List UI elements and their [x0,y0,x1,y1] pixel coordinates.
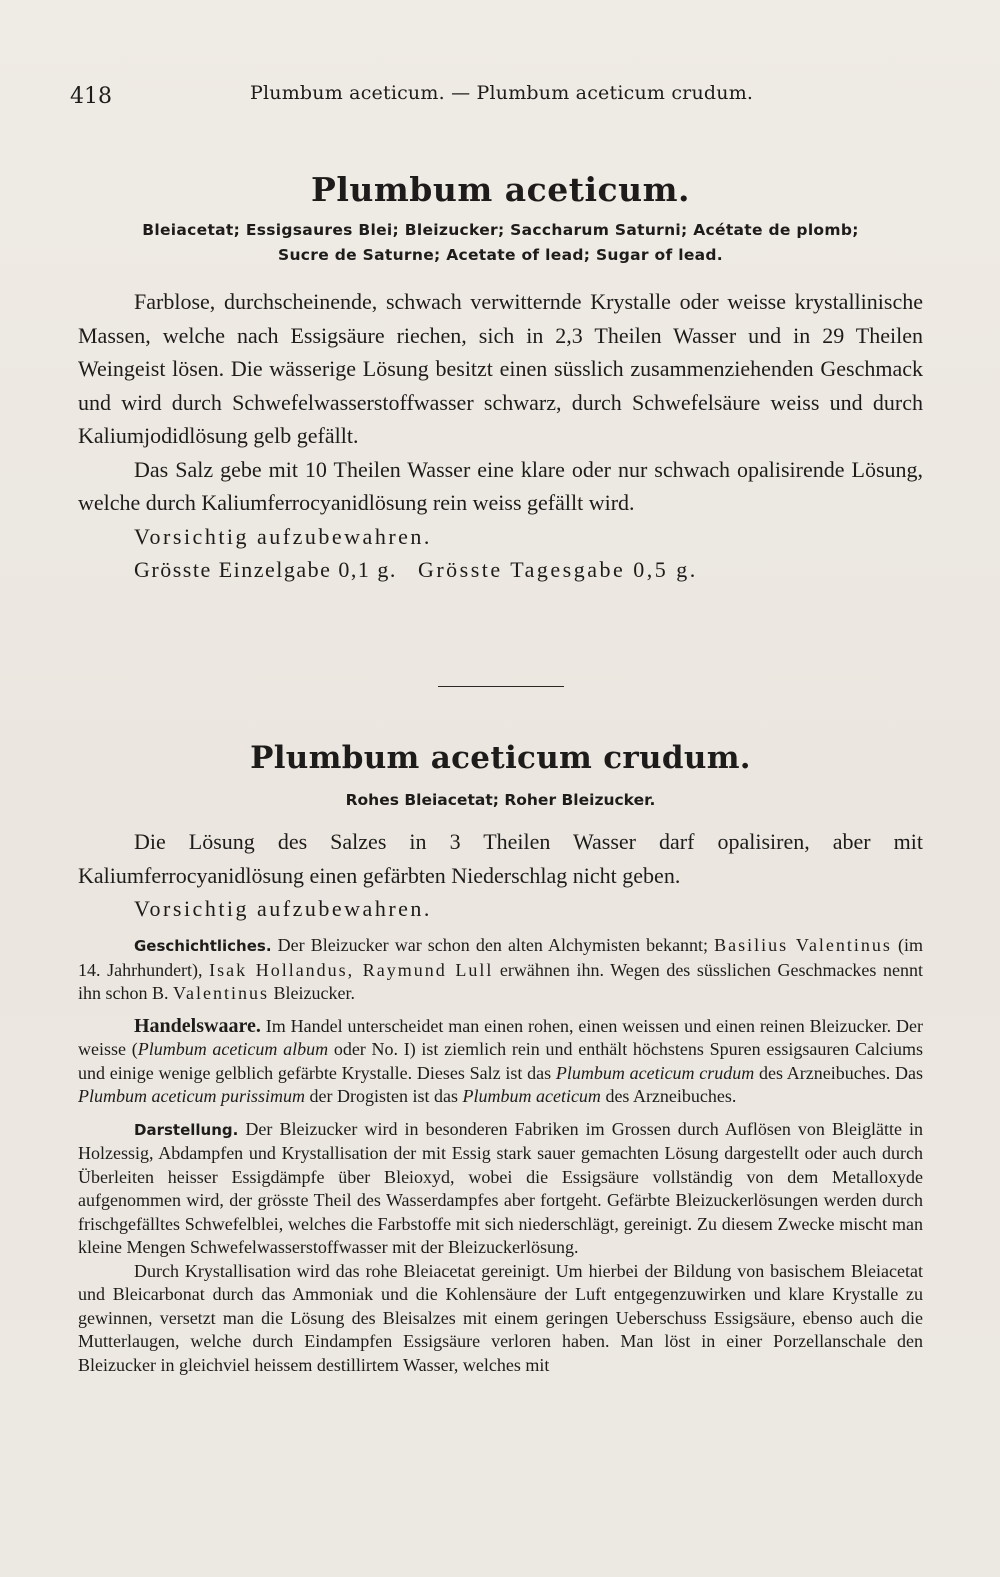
trade-label: Handelswaare. [134,1014,261,1037]
preparation-text: Der Bleizucker wird in besonderen Fabriken im Grossen durch Auflösen von Bleiglätte in Holzessig, Abdampfen und Krystallisation der mit Essig stark sauer gemachten Lösung dargestellt oder auch durch Überleiten heisser Essigdämpfe über Bleioxyd, wobei die Essigsäure vollständig von dem Metalloxyde aufgenommen wird, der grösste Theil des Wasserdampfes aber fortgeht. Gefärbte Bleizuckerlösungen werden durch frischgefälltes Schwefelblei, welches die Farbstoffe mit sich niederschlägt, gereinigt. Zu diesem Zwecke mischt man kleine Mengen Schwefelwasserstoffwasser mit der Bleizuckerlösung. [78,1118,924,1257]
dose-line [78,553,923,587]
synonyms-block [78,218,923,268]
purification-paragraph: Durch Krystallisation wird das rohe Bleiacetat gereinigt. Um hierbei der Bildung von basischem Bleiacetat und Bleicarbonat durch das Ammoniak und die Kohlensäure der Luft entgegenzuwirken und klare Krystalle zu gewinnen, versetzt man die Lösung des Bleisalzes mit einem geringen Ueberschuss Essigsäure, ebenso auch die Mutterlaugen, welche durch Eindampfen Essigsäure verloren haben. Man löst in einer Porzellanschale den Bleizucker in gleichviel heissem destillirtem Wasser, welches mit [78,1260,923,1375]
section-title-plumbum-aceticum: Plumbum aceticum. [311,170,690,209]
monograph-body [78,285,923,587]
history-text: Bleizucker. [273,983,355,1003]
preparation-paragraph [78,1118,923,1260]
synonyms-line-2: Sucre de Saturne; Acetate of lead; Sugar of lead. [278,246,723,264]
trade-text: Im Handel unterscheidet man einen rohen, einen weissen und einen reinen Bleizucker. Der weisse ( [78,1015,923,1059]
crudum-storage-caution: Vorsichtig aufzubewahren. [134,896,432,921]
person-name: Valentinus [173,983,270,1003]
person-name: Isak Hollandus, Raymund Lull [209,959,494,980]
page-header [70,78,930,108]
trade-text: des Arzneibuches. [605,1086,737,1106]
history-text: (im 14. Jahrhundert), [78,935,924,980]
purity-test-paragraph: Das Salz gebe mit 10 Theilen Wasser eine klare oder nur schwach opalisirende Lösung, welche durch Kaliumferrocyanidlösung rein weiss gefällt wird. [78,456,923,515]
synonyms-line-1: Bleiacetat; Essigsaures Blei; Bleizucker; Saccharum Saturni; Acétate de plomb; [142,221,859,239]
page-number: 418 [70,84,112,109]
commentary-block [78,934,923,1377]
preparation-label: Darstellung. [134,1120,239,1139]
max-single-dose: Grösste Einzelgabe 0,1 g. [134,557,397,582]
crudum-body [78,825,923,926]
history-paragraph [78,934,923,1006]
history-label: Geschichtliches. [134,937,272,955]
person-name: Basilius Valentinus [714,935,892,955]
latin-name: Plumbum aceticum crudum [555,1062,755,1083]
crudum-synonyms: Rohes Bleiacetat; Roher Bleizucker. [345,791,656,809]
trade-text: oder No. I) ist ziemlich rein und enthält höchstens Spuren essigsauren Calciums und einige wenige gelblich gefärbte Krystalle. Dieses Salz ist das [78,1039,924,1083]
crudum-test-paragraph: Die Lösung des Salzes in 3 Theilen Wasser darf opalisiren, aber mit Kaliumferrocyanidlösung einen gefärbten Niederschlag nicht geben. [78,829,923,888]
history-text: erwähnen ihn. Wegen des süsslichen Geschmackes nennt ihn schon B. [78,959,923,1003]
latin-name: Plumbum aceticum purissimum [78,1086,305,1106]
section-divider [438,686,564,687]
trade-paragraph [78,1015,923,1109]
description-paragraph: Farblose, durchscheinende, schwach verwitternde Krystalle oder weisse krystallinische Massen, welche nach Essigsäure riechen, sich in 2,3 Theilen Wasser und in 29 Theilen Weingeist lösen. Die wässerige Lösung besitzt einen süsslich zusammenziehenden Geschmack und wird durch Schwefelwasserstoffwasser schwarz, durch Schwefelsäure weiss und durch Kaliumjodidlösung gelb gefällt. [78,289,923,448]
section-title-plumbum-aceticum-crudum: Plumbum aceticum crudum. [250,740,751,776]
trade-text: der Drogisten ist das [309,1086,458,1106]
latin-name: Plumbum aceticum album [137,1039,329,1059]
trade-text: des Arzneibuches. Das [759,1062,923,1083]
storage-caution: Vorsichtig aufzubewahren. [134,523,432,549]
running-head: Plumbum aceticum. — Plumbum aceticum crudum. [250,82,754,104]
max-daily-dose: Grösste Tagesgabe 0,5 g. [417,557,698,582]
latin-name: Plumbum aceticum [462,1086,601,1106]
history-text: Der Bleizucker war schon den alten Alchymisten bekannt; [277,935,709,955]
